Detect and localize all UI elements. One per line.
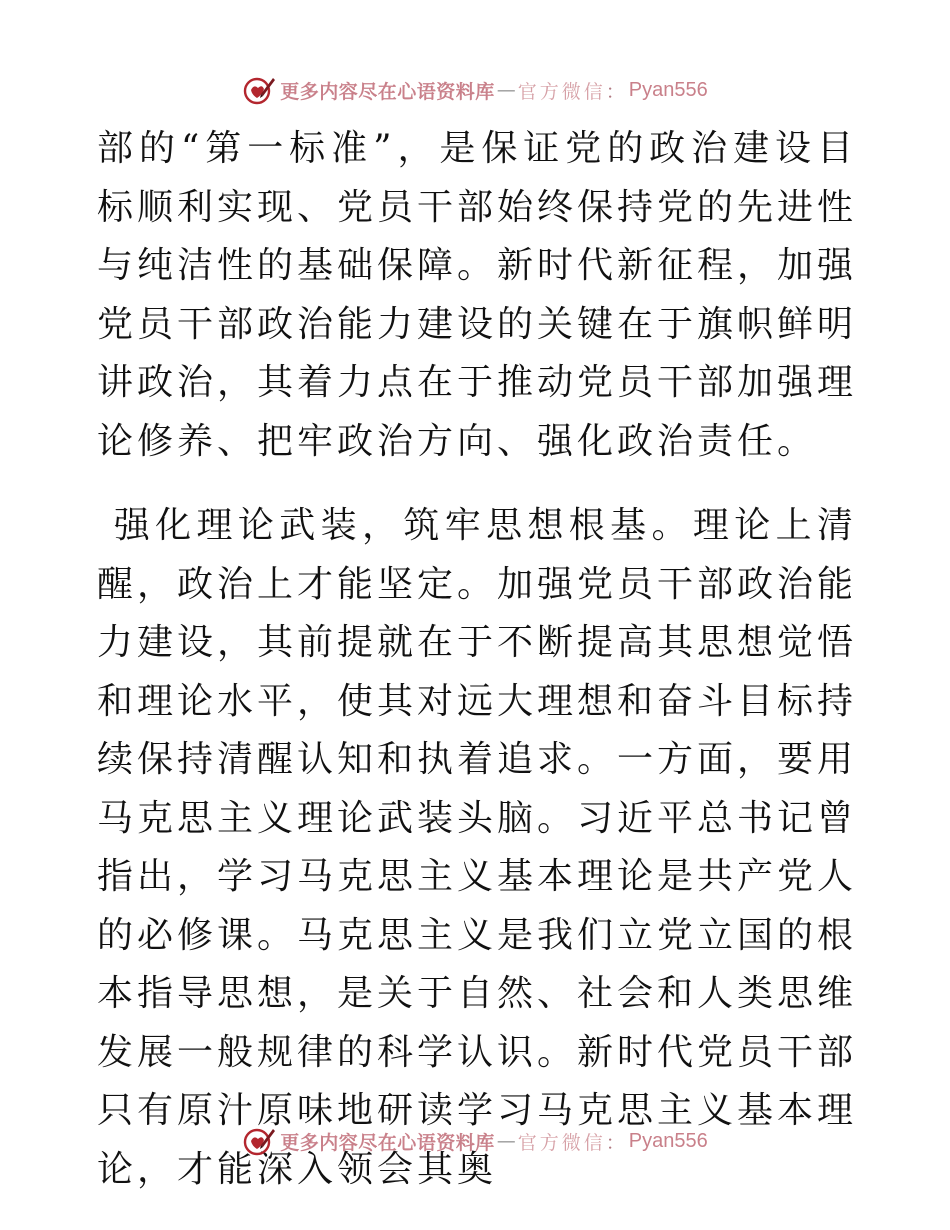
heart-pen-logo-icon	[242, 73, 276, 107]
banner-colon: ：	[605, 1131, 625, 1154]
document-body	[97, 120, 857, 1199]
banner-separator: —	[496, 79, 516, 101]
banner-slogan: 更多内容尽在心语资料库	[280, 1131, 495, 1154]
heart-pen-logo-icon	[242, 1124, 276, 1158]
banner-colon: ：	[605, 80, 625, 103]
banner-wechat-label: 官方微信	[517, 1131, 606, 1154]
banner-wechat-id: Pyan556	[628, 78, 708, 101]
banner-slogan: 更多内容尽在心语资料库	[280, 80, 495, 103]
header-watermark-banner	[0, 70, 950, 110]
banner-separator: —	[496, 1130, 516, 1152]
banner-wechat-label: 官方微信	[517, 80, 606, 103]
paragraph-1: 部的“第一标准”，是保证党的政治建设目标顺利实现、党员干部始终保持党的先进性与纯洁性的基础保障。新时代新征程，加强党员干部政治能力建设的关键在于旗帜鲜明讲政治，其着力点在于推动党员干部加强理论修养、把牢政治方向、强化政治责任。	[97, 128, 858, 462]
banner-wechat-id: Pyan556	[628, 1129, 708, 1152]
footer-watermark-banner	[0, 1121, 950, 1161]
paragraph-2: 强化理论武装，筑牢思想根基。理论上清醒，政治上才能坚定。加强党员干部政治能力建设，其前提就在于不断提高其思想觉悟和理论水平，使其对远大理想和奋斗目标持续保持清醒认知和执着追求。一方面，要用马克思主义理论武装头脑。习近平总书记曾指出，学习马克思主义基本理论是共产党人的必修课。马克思主义是我们立党立国的根本指导思想，是关于自然、社会和人类思维发展一般规律的科学认识。新时代党员干部只有原汁原味地研读学习马克思主义基本理论，才能深入领会其奥	[97, 505, 858, 1190]
